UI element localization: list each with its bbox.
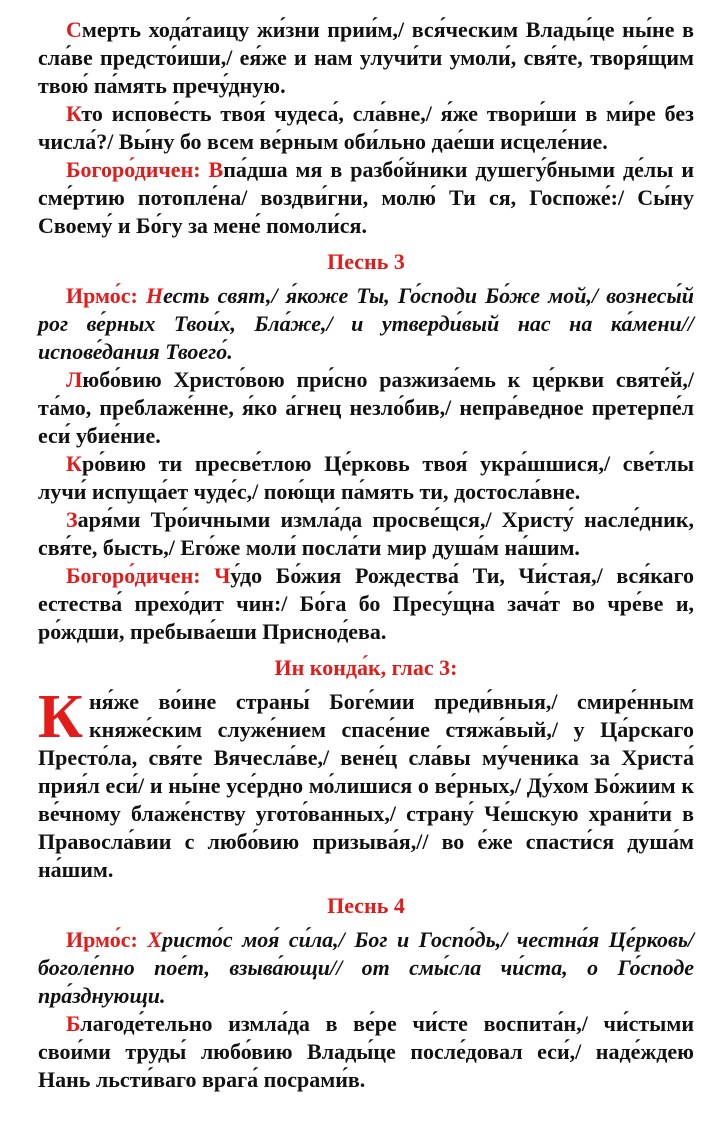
troparion-text: то испове́сть твоя́ чудеса́, сла́вне,/ я́же твори́ши в ми́ре без числа́?/ Вы́ну бо всем ве́рным оби́льно дае́ши исцеле́ние. [38, 101, 694, 154]
kondak-dropcap: К [38, 683, 83, 751]
troparion-1 [38, 16, 694, 100]
initial-letter: З [66, 507, 78, 532]
irmos-ode-4 [38, 926, 694, 1010]
troparion-text: ро́вию ти пресве́тлою Це́рковь твоя́ укра́шшися,/ све́тлы лучи́ испуща́ет чуде́с,/ пою́щи па́мять ти, достосла́вне. [38, 451, 694, 504]
theotokion-1 [38, 156, 694, 240]
troparion-5 [38, 506, 694, 562]
troparion-text: мерть хода́таицу жи́зни прии́м,/ вся́ческим Влады́це ны́не в сла́ве предсто́иши,/ ея́же и нам улучи́ти умоли́, свя́те, творя́щим твою́ па́мять пречу́дную. [38, 17, 694, 98]
irmos-ode-3 [38, 282, 694, 366]
troparion-2 [38, 100, 694, 156]
initial-letter: Л [66, 367, 83, 392]
theotokion-2 [38, 562, 694, 646]
theotokion-text: у́до Бо́жия Рождества́ Ти, Чи́стая,/ вся́каго естества́ прехо́дит чин:/ Бо́га бо Пресу́щна зача́т во чре́ве и, ро́ждши, пребыва́еши Приснод́ева. [38, 563, 694, 644]
initial-letter: С [66, 17, 82, 42]
troparion-text: юбо́вию Христо́вою при́сно разжиза́емь к це́ркви святе́й,/ та́мо, преблаже́нне, я́ко а́гнец незло́бив,/ непра́ведное претерпе́л еси́ убие́ние. [38, 367, 694, 448]
kondak-text: ня́же во́ине страны́ Боге́мии преди́вныя,/ смире́нным княже́ским служе́нием спасе́ние стяжа́вый,/ у Ца́рскаго Престо́ла, свя́те Вячесла́ве,/ вене́ц сла́вы му́ченика за Христа́ прия́л еси́/ и ны́не усе́рдно мо́лишися о ве́рных,/ Ду́хом Бо́жиим к ве́чному блаже́нству угото́ванных,/ страну́ Че́шскую храни́ти в Правосла́вии с любо́вию призыва́я,// во е́же спасти́ся душа́м на́шим. [38, 689, 694, 882]
ode-3-heading: Песнь 3 [327, 249, 405, 274]
kondak [38, 683, 694, 884]
irmos-text: есть свят,/ я́коже Ты, Го́споди Бо́же мой,/ вознесы́й рог ве́рных Твои́х, Бла́же,/ и утверди́вый нас на ка́мени// испове́дания Твоего́. [38, 283, 694, 364]
irmos-text: ристо́с моя́ си́ла,/ Бог и Госпо́дь,/ честна́я Це́рковь/ боголе́пно пое́т, взыва́ющи// от смы́сла чи́ста, о Го́споде пра́зднующи. [38, 927, 694, 1008]
troparion-text: аря́ми Тро́ичными измла́да просве́щся,/ Христу́ насле́дник, свя́те, бысть,/ Его́же моли́ посла́ти мир душа́м на́шим. [38, 507, 694, 560]
initial-letter: Ч [214, 563, 231, 588]
initial-letter: Н [145, 283, 164, 308]
initial-letter: Б [66, 1011, 81, 1036]
troparion-3 [38, 366, 694, 450]
irmos-label: Ирмо́с: [66, 927, 148, 952]
initial-letter: К [66, 101, 82, 126]
troparion-6 [38, 1010, 694, 1094]
initial-letter: Х [147, 927, 163, 952]
theotokion-label: Богоро́дичен: [66, 563, 215, 588]
initial-letter: К [66, 451, 82, 476]
ode-4-heading: Песнь 4 [327, 893, 405, 918]
theotokion-text: па́дша мя в разбо́йники душегу́бными де́лы и сме́ртию потопле́на/ воздви́гни, молю́ Ти ся, Госпоже́:/ Сы́ну Своему́ и Бо́гу за мене́ помоли́ся. [38, 157, 694, 238]
initial-letter: В [208, 157, 224, 182]
troparion-text: лагоде́тельно измла́да в ве́ре чи́сте воспита́н,/ чи́стыми свои́ми труды́ любо́вию Влады́це после́довал еси́,/ наде́ждею Нань льсти́ваго врага́ посрами́в. [38, 1011, 694, 1092]
kondak-heading: Ин конда́к, глас 3: [274, 655, 458, 680]
troparion-4 [38, 450, 694, 506]
irmos-label: Ирмо́с: [66, 283, 146, 308]
theotokion-label: Богоро́дичен: [66, 157, 209, 182]
